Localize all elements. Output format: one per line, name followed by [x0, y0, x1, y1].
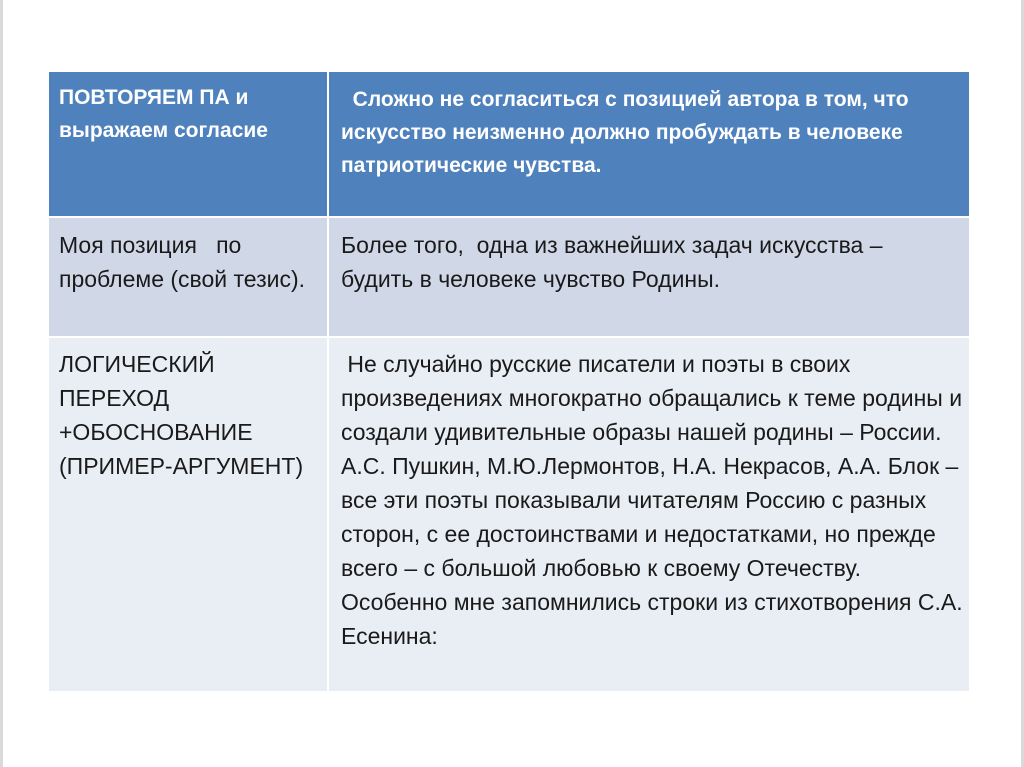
position-cell-label [48, 217, 328, 337]
essay-structure-table [47, 70, 971, 693]
argument-label-text: ЛОГИЧЕСКИЙ ПЕРЕХОД +ОБОСНОВАНИЕ (ПРИМЕР-АРГУМЕНТ) [59, 351, 304, 479]
header-body-text: Сложно не согласиться с позицией автора в том, что искусство неизменно должно пробуждать в человеке патриотические чувства. [341, 88, 915, 177]
position-label-text: Моя позиция по проблеме (свой тезис). [59, 232, 306, 292]
table-row-argument [48, 337, 970, 692]
argument-cell-text [328, 337, 970, 692]
position-body-text: Более того, одна из важнейших задач искусства – будить в человеке чувство Родины. [341, 232, 889, 292]
argument-cell-label [48, 337, 328, 692]
position-cell-text [328, 217, 970, 337]
table-row-position [48, 217, 970, 337]
header-cell-text [328, 71, 970, 217]
header-cell-label [48, 71, 328, 217]
argument-body-text: Не случайно русские писатели и поэты в своих произведениях многократно обращались к теме родины и создали удивительные образы нашей родины – России. А.С. Пушкин, М.Ю.Лермонтов, Н.А. Некрасов, А.А. Блок – все эти поэты показывали читателям Россию с разных сторон, с ее достоинствами и недостатками, но прежде всего – с большой любовью к своему Отечеству. Особенно мне запомнились строки из стихотворения С.А. Есенина: [341, 351, 970, 649]
header-label-text: ПОВТОРЯЕМ ПА и выражаем согласие [59, 86, 268, 142]
table-header-row [48, 71, 970, 217]
